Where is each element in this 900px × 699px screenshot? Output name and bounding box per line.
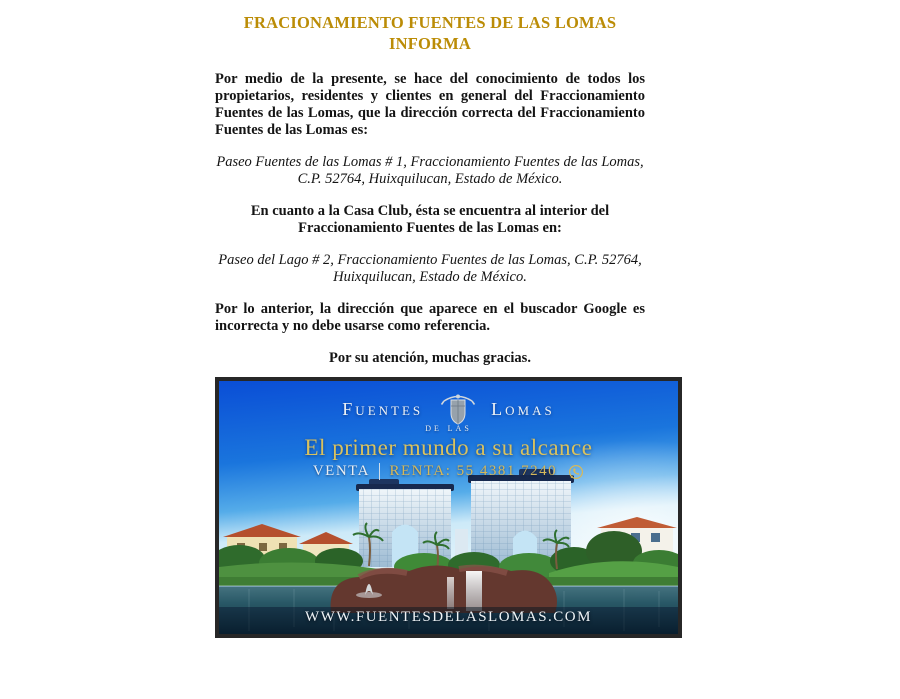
paragraph-address-casa-club: Paseo del Lago # 2, Fraccionamiento Fuentes de las Lomas, C.P. 52764, Huixquilucan, Estado de México. [218, 252, 642, 285]
page-title [215, 12, 645, 54]
document-body [215, 71, 645, 367]
brand-word-de-las: de las [425, 422, 472, 434]
promo-banner [215, 377, 682, 638]
paragraph-intro: Por medio de la presente, se hace del conocimiento de todos los propietarios, residentes y clientes en general del Fraccionamiento Fuentes de las Lomas, que la dirección correcta del Fraccionamiento Fuentes de las Lomas es: [215, 71, 645, 138]
brand-word-fuentes: Fuentes [342, 398, 424, 419]
paragraph-closing: Por su atención, muchas gracias. [329, 350, 531, 366]
page-title-line1: FRACIONAMIENTO FUENTES DE LAS LOMAS [243, 13, 617, 32]
divider-bar [379, 463, 381, 480]
contact-line [219, 463, 678, 480]
paragraph-address-main: Paseo Fuentes de las Lomas # 1, Fraccionamiento Fuentes de las Lomas, C.P. 52764, Huixquilucan, Estado de México. [216, 154, 644, 187]
whatsapp-icon [568, 464, 584, 480]
paragraph-google-warning: Por lo anterior, la dirección que aparece en el buscador Google es incorrecta y no debe usarse como referencia. [215, 301, 645, 334]
paragraph-casa-club: En cuanto a la Casa Club, ésta se encuentra al interior del Fraccionamiento Fuentes de las Lomas en: [250, 203, 610, 236]
brand-word-lomas: Lomas [491, 398, 555, 419]
renta-phone-label: RENTA: 55 4381 7240 [389, 463, 558, 479]
website-url: WWW.FUENTESDELASLOMAS.COM [305, 609, 592, 625]
page-title-line2: INFORMA [388, 34, 472, 53]
banner-tagline: El primer mundo a su alcance [304, 435, 593, 460]
venta-label: VENTA [312, 463, 370, 479]
